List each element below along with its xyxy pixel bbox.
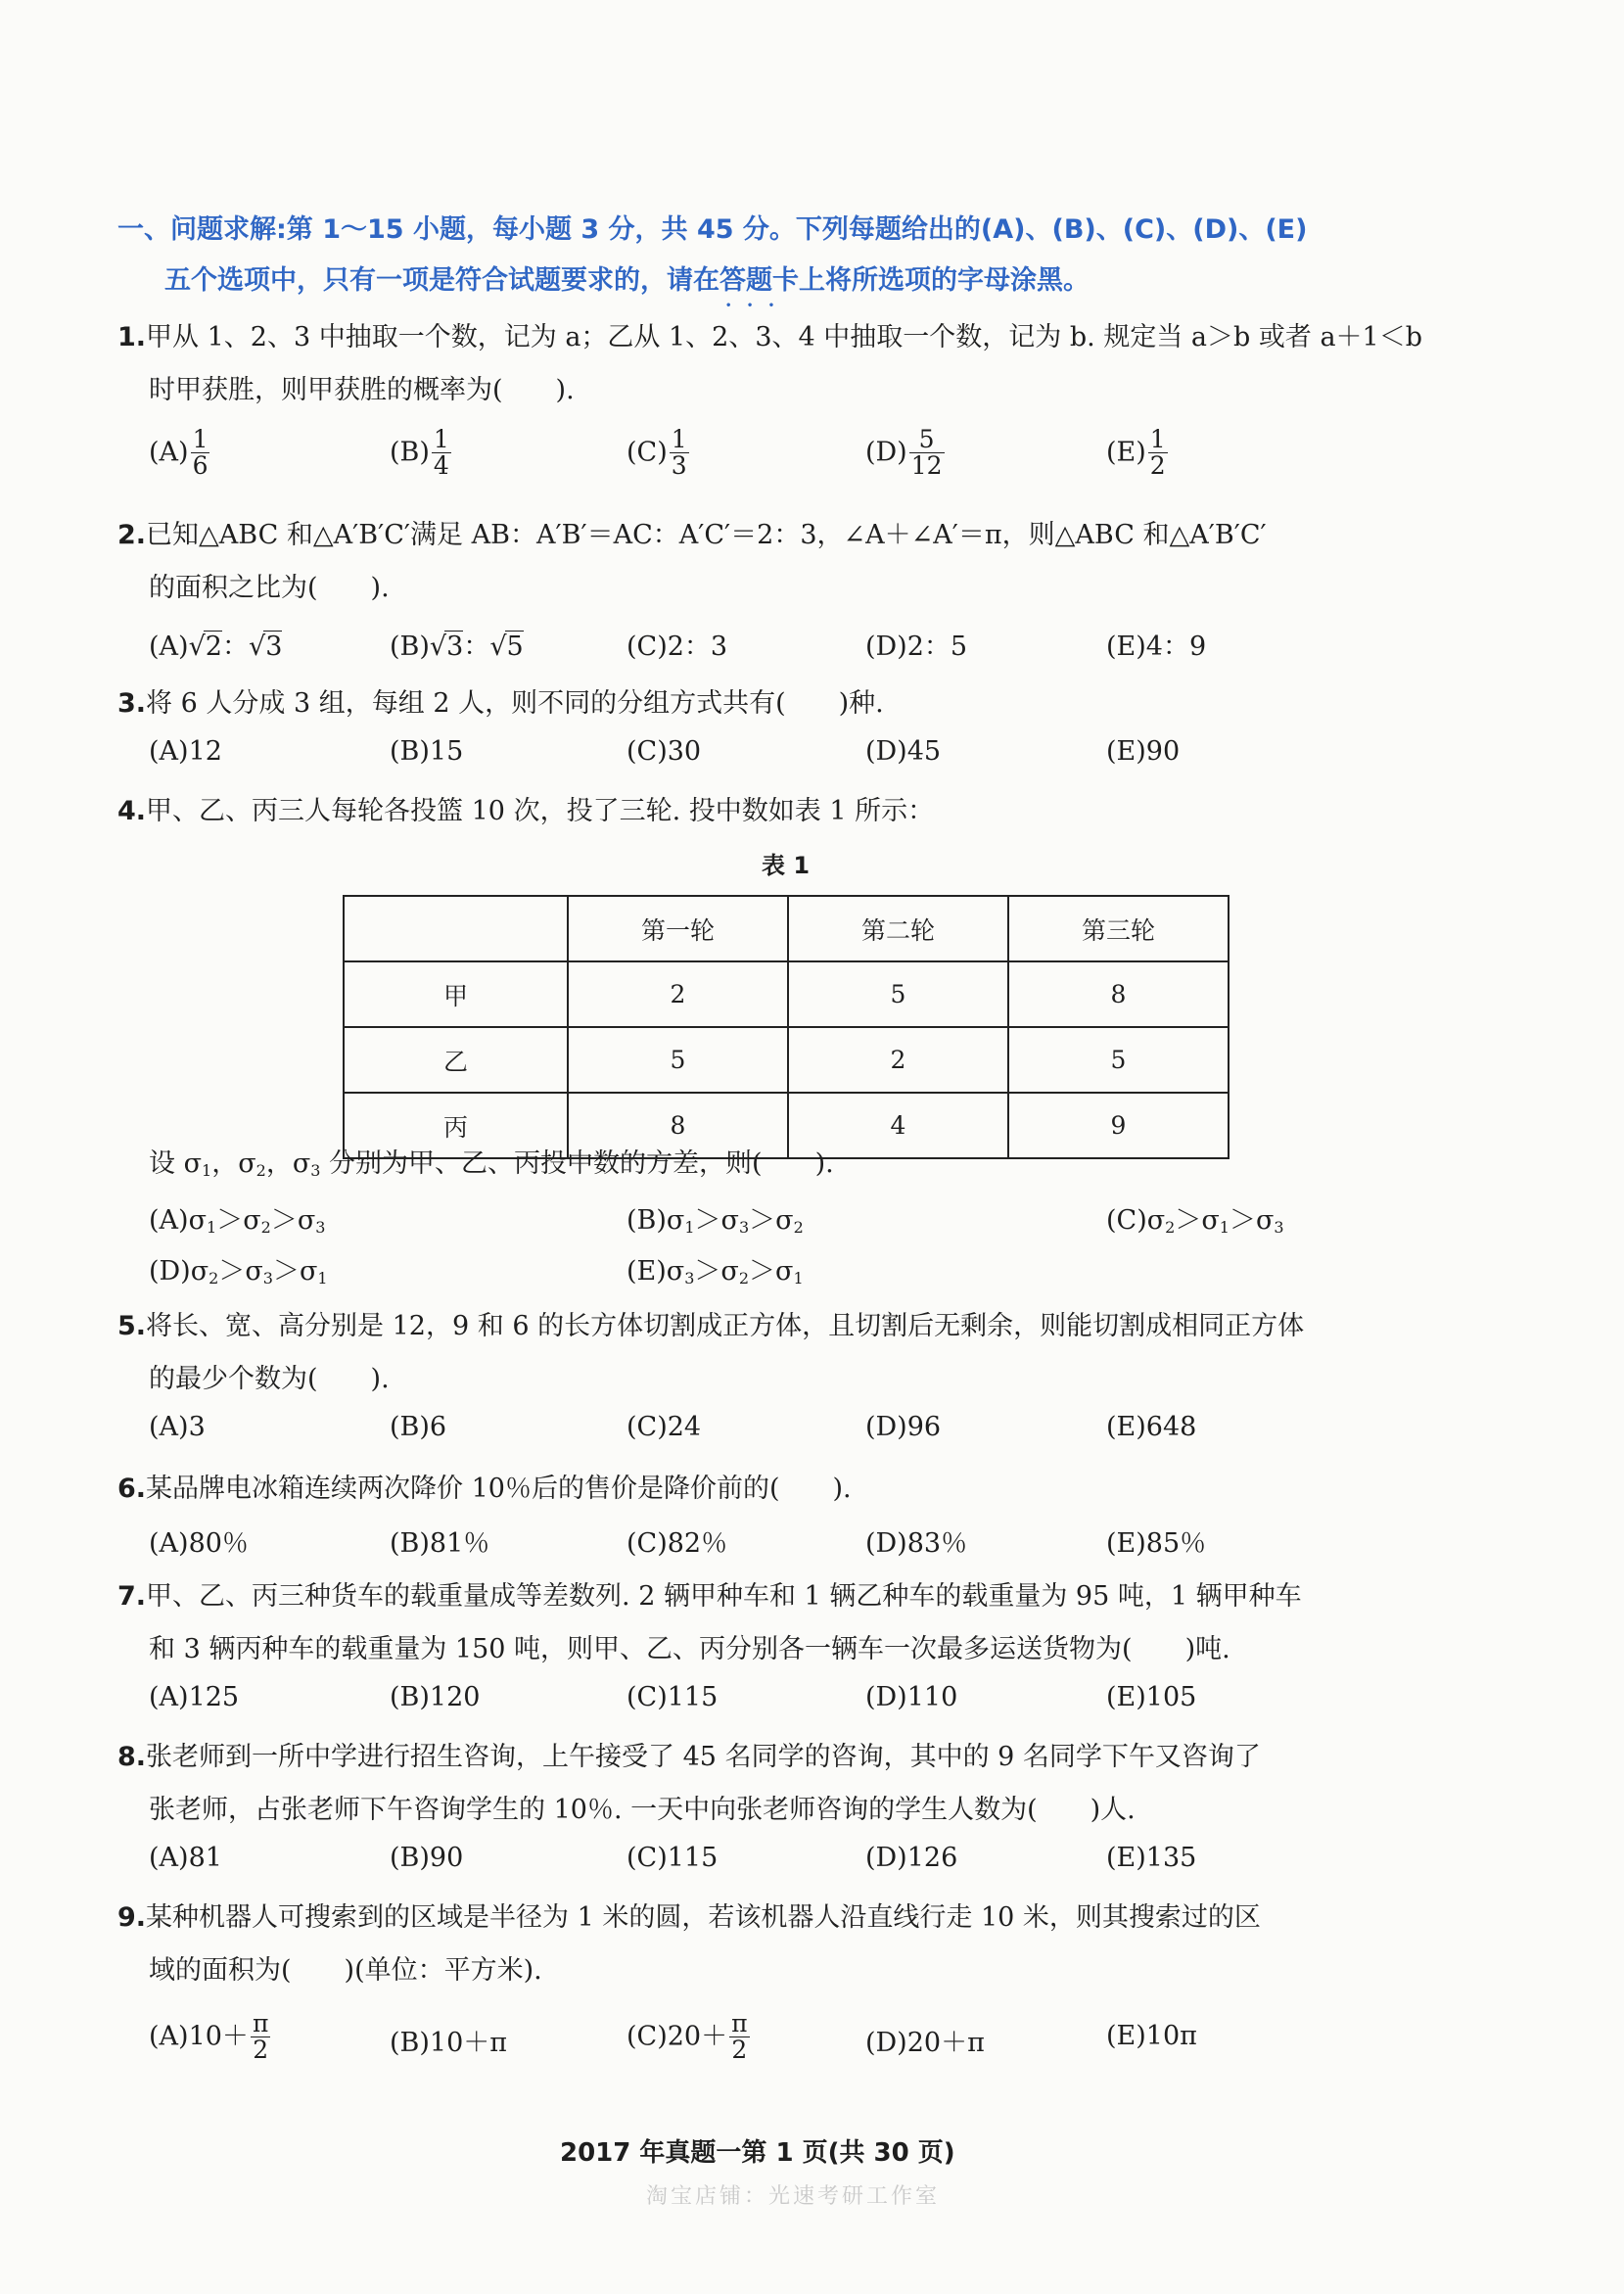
question-9-line1: 9.某种机器人可搜索到的区域是半径为 1 米的圆，若该机器人沿直线行走 10 米，则其搜索过的区 (117, 1902, 1261, 1933)
option-b: (B)10＋π (390, 2028, 508, 2058)
option-b: $(B)\sigma_1>\sigma_3>\sigma_2$ (626, 1205, 804, 1237)
table-cell: 4 (788, 1093, 1008, 1158)
question-5-line1: 5.将长、宽、高分别是 12，9 和 6 的长方体切割成正方体，且切割后无剩余，则能切割成相同正方体 (117, 1311, 1305, 1341)
question-4-stem: 设 $\sigma_1$，$\sigma_2$，$\sigma_3$ 分别为甲、乙、丙投中数的方差，则( ). (149, 1148, 834, 1180)
option-a: (A)81 (149, 1843, 222, 1873)
question-3-line1: 3.将 6 人分成 3 组，每组 2 人，则不同的分组方式共有( )种. (117, 688, 884, 719)
question-number: 8. (117, 1742, 147, 1772)
option-d: (D)96 (865, 1412, 942, 1442)
option-d: (D)45 (865, 736, 942, 767)
table-header-row (344, 896, 1229, 961)
option-c: (C)115 (626, 1682, 719, 1712)
option-a: (A)√2：√3 (149, 632, 283, 662)
table-cell: 甲 (344, 961, 568, 1027)
table-row (344, 1027, 1229, 1093)
option-e: (E)10π (1106, 2021, 1197, 2051)
question-number: 3. (117, 688, 147, 719)
option-a: (A)3 (149, 1412, 206, 1442)
option-b: (B)√3：√5 (390, 632, 524, 662)
option-c: (C)30 (626, 736, 702, 767)
table-caption: 表 1 (762, 852, 811, 879)
table-cell: 5 (1008, 1027, 1229, 1093)
option-e: (E)135 (1106, 1843, 1197, 1873)
table-cell: 乙 (344, 1027, 568, 1093)
option-d: (D)20＋π (865, 2028, 985, 2058)
option-d: (D)83％ (865, 1528, 968, 1559)
option-a: (A)125 (149, 1682, 240, 1712)
question-6-line1: 6.某品牌电冰箱连续两次降价 10％后的售价是降价前的( ). (117, 1474, 852, 1504)
option-c: (C)24 (626, 1412, 702, 1442)
option-b: (B)90 (390, 1843, 464, 1873)
option-e: (E)4：9 (1106, 632, 1207, 662)
option-c: $(C)\sigma_2>\sigma_1>\sigma_3$ (1106, 1205, 1284, 1237)
question-8-line2: 张老师，占张老师下午咨询学生的 10％. 一天中向张老师咨询的学生人数为( )人. (149, 1795, 1136, 1825)
table-cell: 第三轮 (1008, 896, 1229, 961)
option-b: (B) $\frac{1}{4}$ (390, 425, 449, 481)
question-4-line1: 4.甲、乙、丙三人每轮各投篮 10 次，投了三轮. 投中数如表 1 所示： (117, 796, 935, 826)
question-number: 5. (117, 1311, 147, 1341)
option-c: (C)115 (626, 1843, 719, 1873)
table-cell: 5 (788, 961, 1008, 1027)
option-a: (A)10＋ $\frac{\pi}{2}$ (149, 2009, 269, 2065)
option-e: (E)90 (1106, 736, 1181, 767)
option-e: (E)648 (1106, 1412, 1197, 1442)
section-label: 一、问题求解 (117, 214, 276, 245)
question-number: 1. (117, 322, 147, 352)
question-number: 9. (117, 1902, 147, 1933)
option-d: $(D)\sigma_2>\sigma_3>\sigma_1$ (149, 1256, 328, 1287)
option-e: (E) $\frac{1}{2}$ (1106, 425, 1166, 481)
option-a: (A) $\frac{1}{6}$ (149, 425, 209, 481)
table-cell (344, 896, 568, 961)
question-7-line1: 7.甲、乙、丙三种货车的载重量成等差数列. 2 辆甲种车和 1 辆乙种车的载重量为 95 吨，1 辆甲种车 (117, 1581, 1302, 1612)
option-b: (B)6 (390, 1412, 447, 1442)
option-d: (D)126 (865, 1843, 958, 1873)
question-number: 7. (117, 1581, 147, 1612)
emphasis-answer-sheet: 答题卡 • • • (719, 265, 799, 296)
section-header-line1 (117, 208, 1307, 246)
question-8-line1: 8.张老师到一所中学进行招生咨询，上午接受了 45 名同学的咨询，其中的 9 名同学下午又咨询了 (117, 1742, 1261, 1772)
question-7-line2: 和 3 辆丙种车的载重量为 150 吨，则甲、乙、丙分别各一辆车一次最多运送货物为( )吨. (149, 1634, 1230, 1664)
option-a: (A)12 (149, 736, 222, 767)
option-c: (C)82％ (626, 1528, 728, 1559)
option-c: (C)20＋ $\frac{\pi}{2}$ (626, 2009, 748, 2065)
option-e: (E)105 (1106, 1682, 1197, 1712)
table-cell: 8 (1008, 961, 1229, 1027)
data-table (343, 895, 1230, 1159)
option-a: (A)80％ (149, 1528, 249, 1559)
watermark: 淘宝店铺：光速考研工作室 (646, 2184, 941, 2209)
question-number: 2. (117, 520, 147, 550)
table-cell: 8 (568, 1093, 788, 1158)
table-cell: 2 (568, 961, 788, 1027)
question-9-line2: 域的面积为( )(单位：平方米). (149, 1955, 542, 1986)
option-e: $(E)\sigma_3>\sigma_2>\sigma_1$ (626, 1256, 804, 1287)
option-b: (B)15 (390, 736, 464, 767)
question-number: 4. (117, 796, 147, 826)
option-d: (D)2：5 (865, 632, 968, 662)
table-cell: 5 (568, 1027, 788, 1093)
option-d: (D) $\frac{5}{12}$ (865, 425, 943, 481)
question-2-line1: 2.已知△ABC 和△A′B′C′满足 AB：A′B′＝AC：A′C′＝2：3，∠A＋∠A′＝π，则△ABC 和△A′B′C′ (117, 520, 1267, 550)
option-b: (B)81％ (390, 1528, 490, 1559)
table-cell: 丙 (344, 1093, 568, 1158)
page-footer: 2017 年真题一第 1 页(共 30 页) (560, 2138, 955, 2168)
question-5-line2: 的最少个数为( ). (149, 1364, 390, 1394)
option-e: (E)85％ (1106, 1528, 1207, 1559)
option-c: (C)2：3 (626, 632, 728, 662)
table-cell: 9 (1008, 1093, 1229, 1158)
question-2-line2: 的面积之比为( ). (149, 573, 390, 603)
option-c: (C) $\frac{1}{3}$ (626, 425, 687, 481)
option-d: (D)110 (865, 1682, 958, 1712)
question-number: 6. (117, 1474, 147, 1504)
table-cell: 第二轮 (788, 896, 1008, 961)
option-a: $(A)\sigma_1>\sigma_2>\sigma_3$ (149, 1205, 326, 1237)
section-header-line2: 五个选项中，只有一项是符合试题要求的，请在答题卡 • • •上将所选项的字母涂黑。 (164, 258, 1090, 297)
question-1-line1: 1.甲从 1、2、3 中抽取一个数，记为 a；乙从 1、2、3、4 中抽取一个数，记为 b. 规定当 a＞b 或者 a＋1＜b (117, 322, 1423, 352)
question-1-line2: 时甲获胜，则甲获胜的概率为( ). (149, 375, 575, 405)
section-instructions: :第 1～15 小题，每小题 3 分，共 45 分。下列每题给出的(A)、(B)、(C)、(D)、(E) (276, 214, 1308, 245)
table-row (344, 961, 1229, 1027)
table-cell: 2 (788, 1027, 1008, 1093)
table-cell: 第一轮 (568, 896, 788, 961)
option-b: (B)120 (390, 1682, 481, 1712)
